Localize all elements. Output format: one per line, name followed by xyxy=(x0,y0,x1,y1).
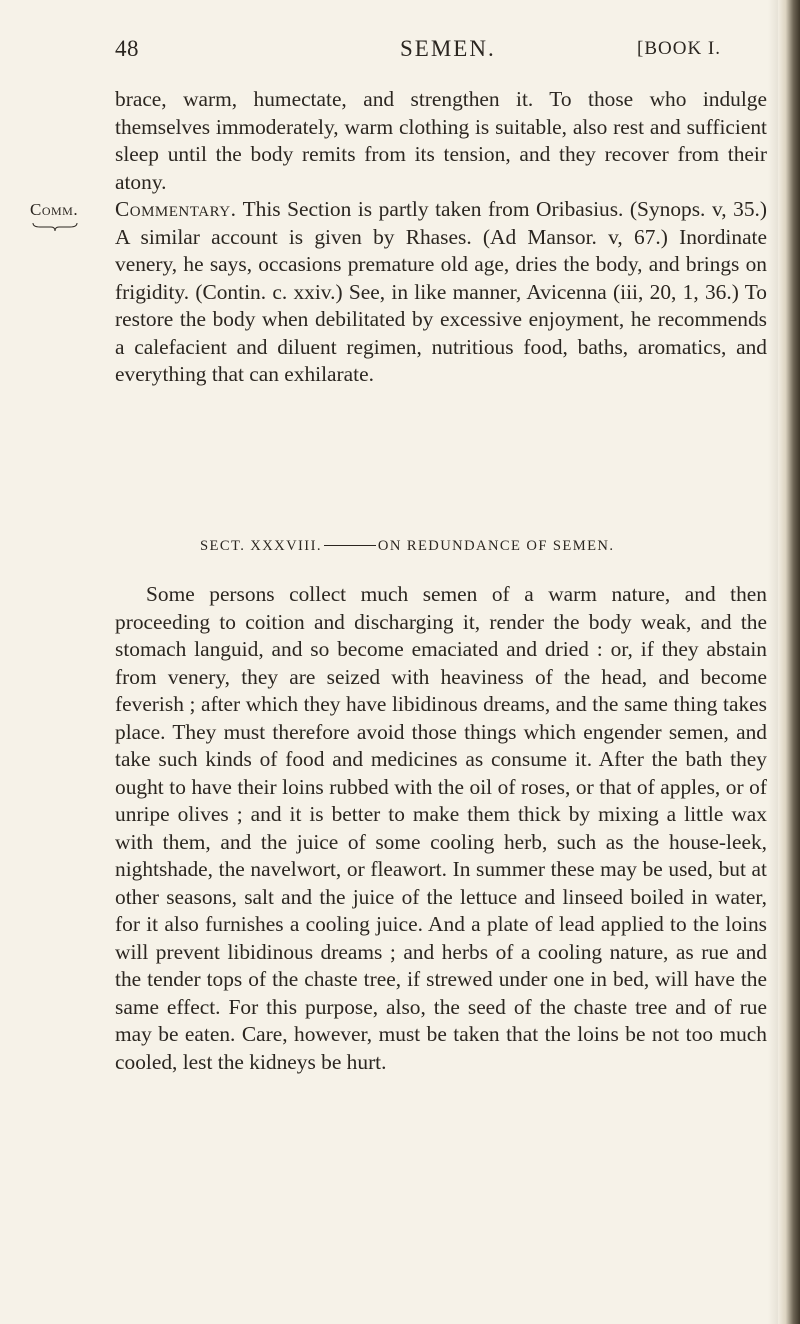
commentary-text: This Section is partly taken from Oribasius. (Synops. v, 35.) A similar account is given by Rhases. (Ad Mansor. v, 67.) Inordinate venery, he says, occasions premature old age, dries the body, and brings on frigidity. (Contin. c. xxiv.) See, in like manner, Avicenna (iii, 20, 1, 36.) To restore the body when debilitated by excessive enjoyment, he recommends a calefacient and diluent regimen, nutritious food, baths, aromatics, and everything that can exhilarate. xyxy=(115,197,767,386)
section-number: SECT. XXXVIII. xyxy=(200,538,322,554)
heading-dash xyxy=(324,545,376,546)
commentary-label: Commentary. xyxy=(115,197,237,221)
margin-note: Comm. xyxy=(30,200,79,219)
page-edge-shadow xyxy=(778,0,800,1324)
page-header xyxy=(115,36,765,66)
margin-brace-icon xyxy=(32,222,78,232)
page-gutter-shadow xyxy=(768,0,778,1324)
page-number: 48 xyxy=(115,36,139,61)
commentary-paragraph xyxy=(115,196,767,389)
book-reference: [BOOK I. xyxy=(637,38,721,59)
section-body-paragraph: Some persons collect much semen of a warm nature, and then proceeding to coition and discharging it, render the body weak, and the stomach languid, and so become emaciated and dried : or, if they abstain from venery, they are seized with heaviness of the head, and become feverish ; after which they have libidinous dreams, and the same thing takes place. They must therefore avoid those things which engender semen, and take such kinds of food and medicines as consume it. After the bath they ought to have their loins rubbed with the oil of roses, or that of apples, or of unripe olives ; and it is better to make them thick by mixing a little wax with them, and the juice of some cooling herb, such as the house-leek, nightshade, the navelwort, or fleawort. In summer these may be used, but at other seasons, salt and the juice of the lettuce and linseed boiled in water, for it also furnishes a cooling juice. And a plate of lead applied to the loins will prevent libidinous dreams ; and herbs of a cooling nature, as rue and the tender tops of the chaste tree, if strewed under one in bed, will have the same effect. For this purpose, also, the seed of the chaste tree and of rue may be eaten. Care, however, must be taken that the loins be not too much cooled, lest the kidneys be hurt. xyxy=(115,582,767,1074)
section-title: ON REDUNDANCE OF SEMEN. xyxy=(377,538,615,554)
running-title: SEMEN. xyxy=(400,36,496,61)
continuation-paragraph: brace, warm, humectate, and strengthen it. To those who indulge themselves immoderately, warm clothing is suitable, also rest and sufficient sleep until the body remits from its tension, and they recover from their atony. xyxy=(115,87,767,194)
section-heading xyxy=(200,538,680,555)
